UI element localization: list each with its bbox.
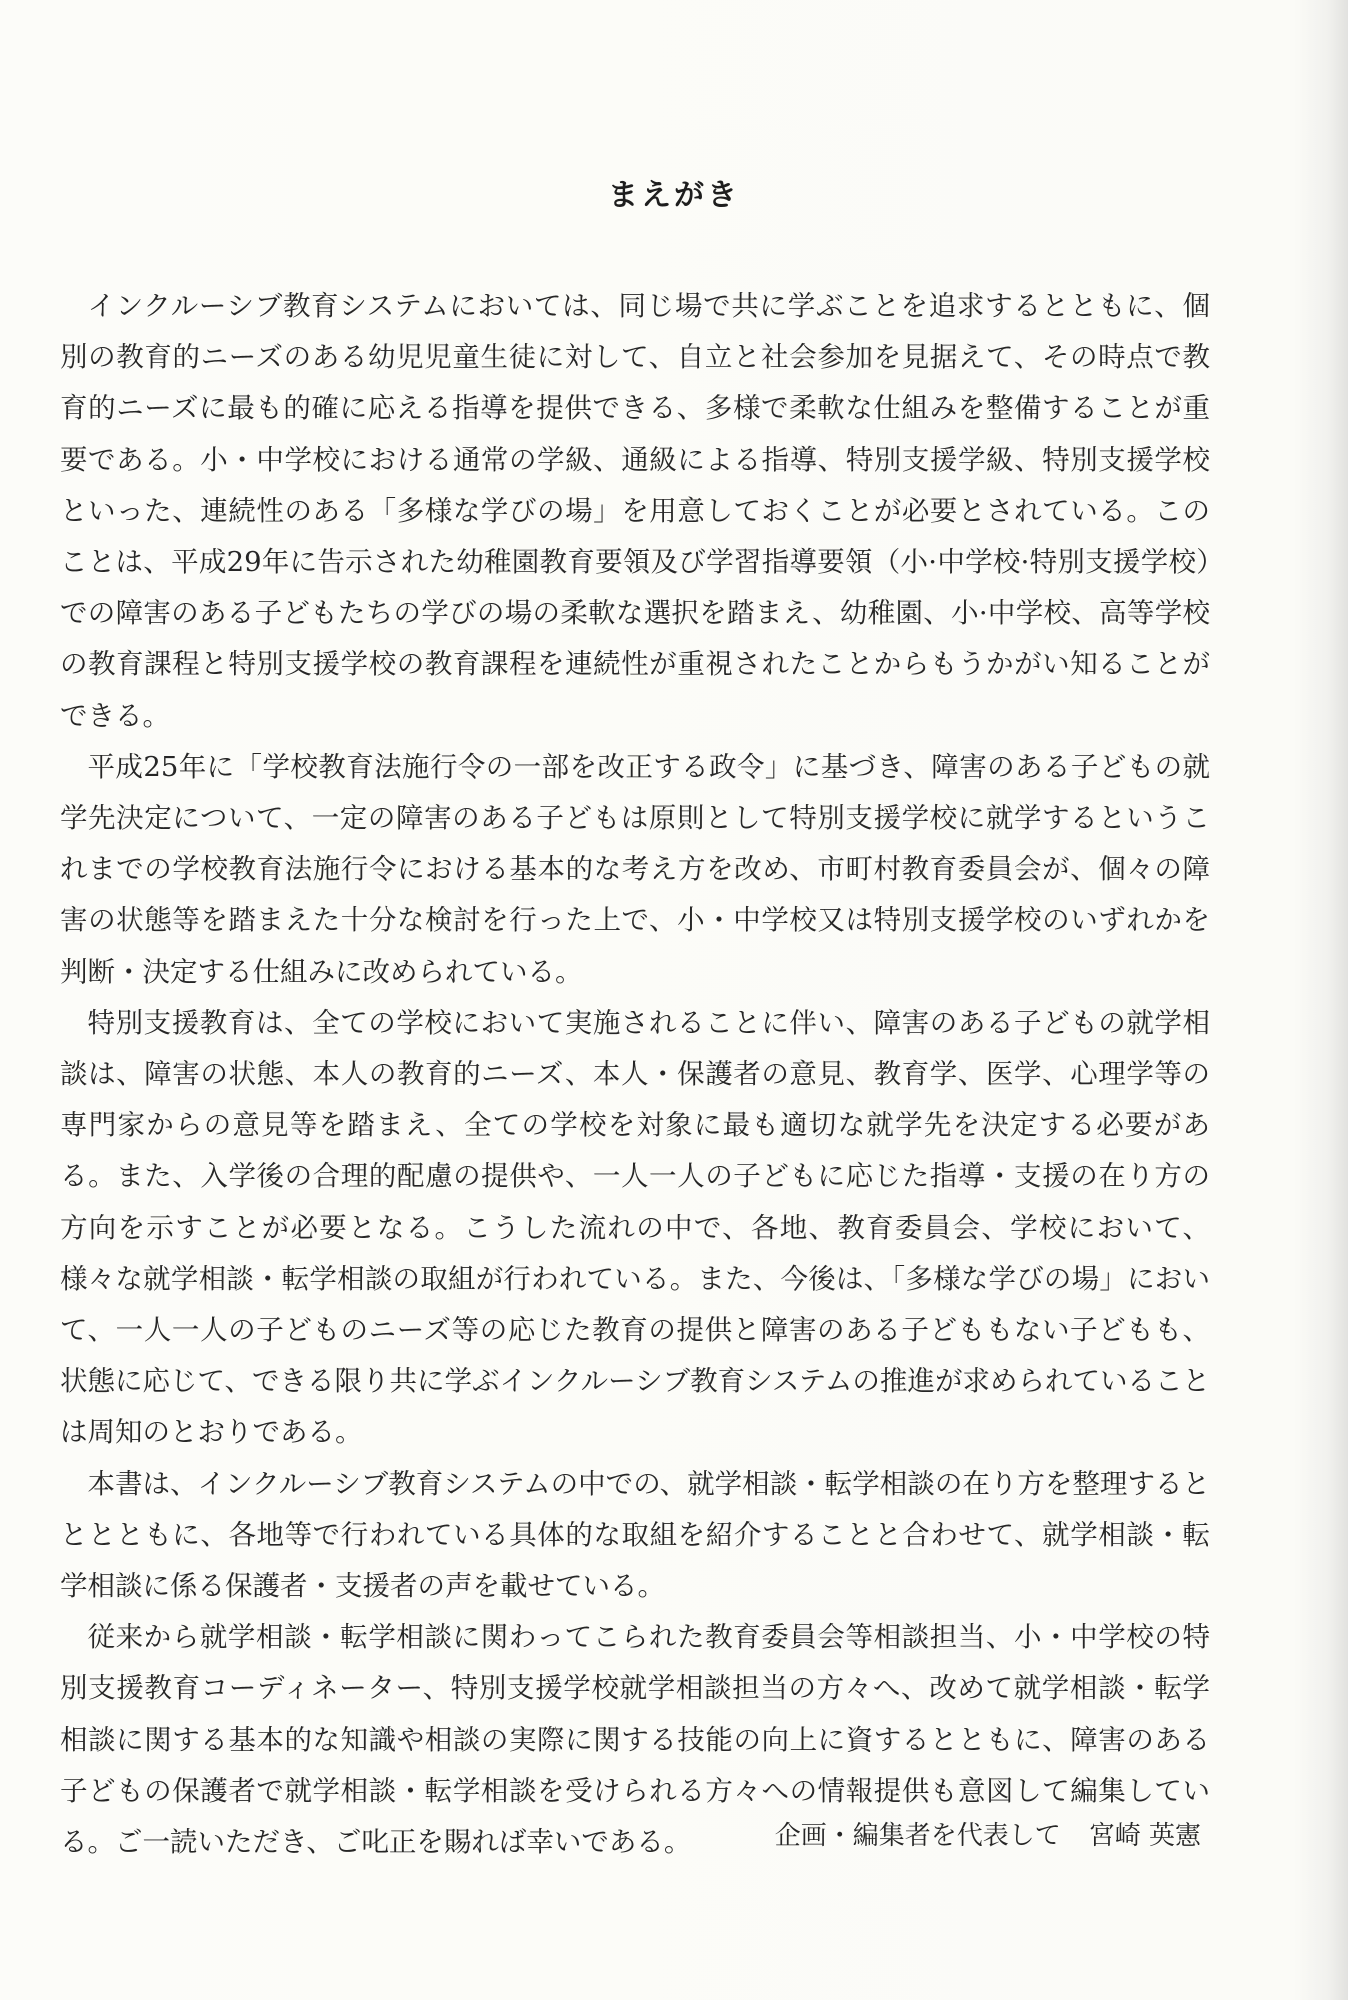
paragraph-3: 特別支援教育は、全ての学校において実施されることに伴い、障害のある子どもの就学相談は、障害の状態、本人の教育的ニーズ、本人・保護者の意見、教育学、医学、心理学等の専門家からの意見等を踏まえ、全ての学校を対象に最も適切な就学先を決定する必要がある。また、入学後の合理的配慮の提供や、一人一人の子どもに応じた指導・支援の在り方の方向を示すことが必要となる。こうした流れの中で、各地、教育委員会、学校において、様々な就学相談・転学相談の取組が行われている。また、今後は、「多様な学びの場」において、一人一人の子どものニーズ等の応じた教育の提供と障害のある子どももない子どもも、状態に応じて、できる限り共に学ぶインクルーシブ教育システムの推進が求められていることは周知のとおりである。 [60, 1006, 1210, 1449]
preface-body [60, 281, 1210, 1868]
page-title: まえがき [608, 178, 740, 213]
signature-name: 宮崎 英憲 [1088, 1821, 1201, 1851]
paragraph-1: インクルーシブ教育システムにおいては、同じ場で共に学ぶことを追求するとともに、個別の教育的ニーズのある幼児児童生徒に対して、自立と社会参加を見据えて、その時点で教育的ニーズに最も的確に応える指導を提供できる、多様で柔軟な仕組みを整備することが重要である。小・中学校における通常の学級、通級による指導、特別支援学級、特別支援学校といった、連続性のある「多様な学びの場」を用意しておくことが必要とされている。このことは、平成29年に告示された幼稚園教育要領及び学習指導要領（小·中学校·特別支援学校）での障害のある子どもたちの学びの場の柔軟な選択を踏まえ、幼稚園、小·中学校、高等学校の教育課程と特別支援学校の教育課程を連続性が重視されたことからもうかがい知ることができる。 [60, 290, 1210, 732]
paragraph-4: 本書は、インクルーシブ教育システムの中での、就学相談・転学相談の在り方を整理するとととともに、各地等で行われている具体的な取組を紹介することと合わせて、就学相談・転学相談に係る保護者・支援者の声を載せている。 [60, 1467, 1210, 1603]
signature-role: 企画・編集者を代表して [774, 1821, 1061, 1851]
paragraph-2: 平成25年に「学校教育法施行令の一部を改正する政令」に基づき、障害のある子どもの就学先決定について、一定の障害のある子どもは原則として特別支援学校に就学するというこれまでの学校教育法施行令における基本的な考え方を改め、市町村教育委員会が、個々の障害の状態等を踏まえた十分な検討を行った上で、小・中学校又は特別支援学校のいずれかを判断・決定する仕組みに改められている。 [60, 750, 1210, 988]
paragraph-5: 従来から就学相談・転学相談に関わってこられた教育委員会等相談担当、小・中学校の特別支援教育コーディネーター、特別支援学校就学相談担当の方々へ、改めて就学相談・転学相談に関する基本的な知識や相談の実際に関する技能の向上に資するとともに、障害のある子どもの保護者で就学相談・転学相談を受けられる方々への情報提供も意図して編集している。ご一読いただき、ご叱正を賜れば幸いである。 [60, 1621, 1210, 1859]
signature [775, 1816, 1201, 1856]
